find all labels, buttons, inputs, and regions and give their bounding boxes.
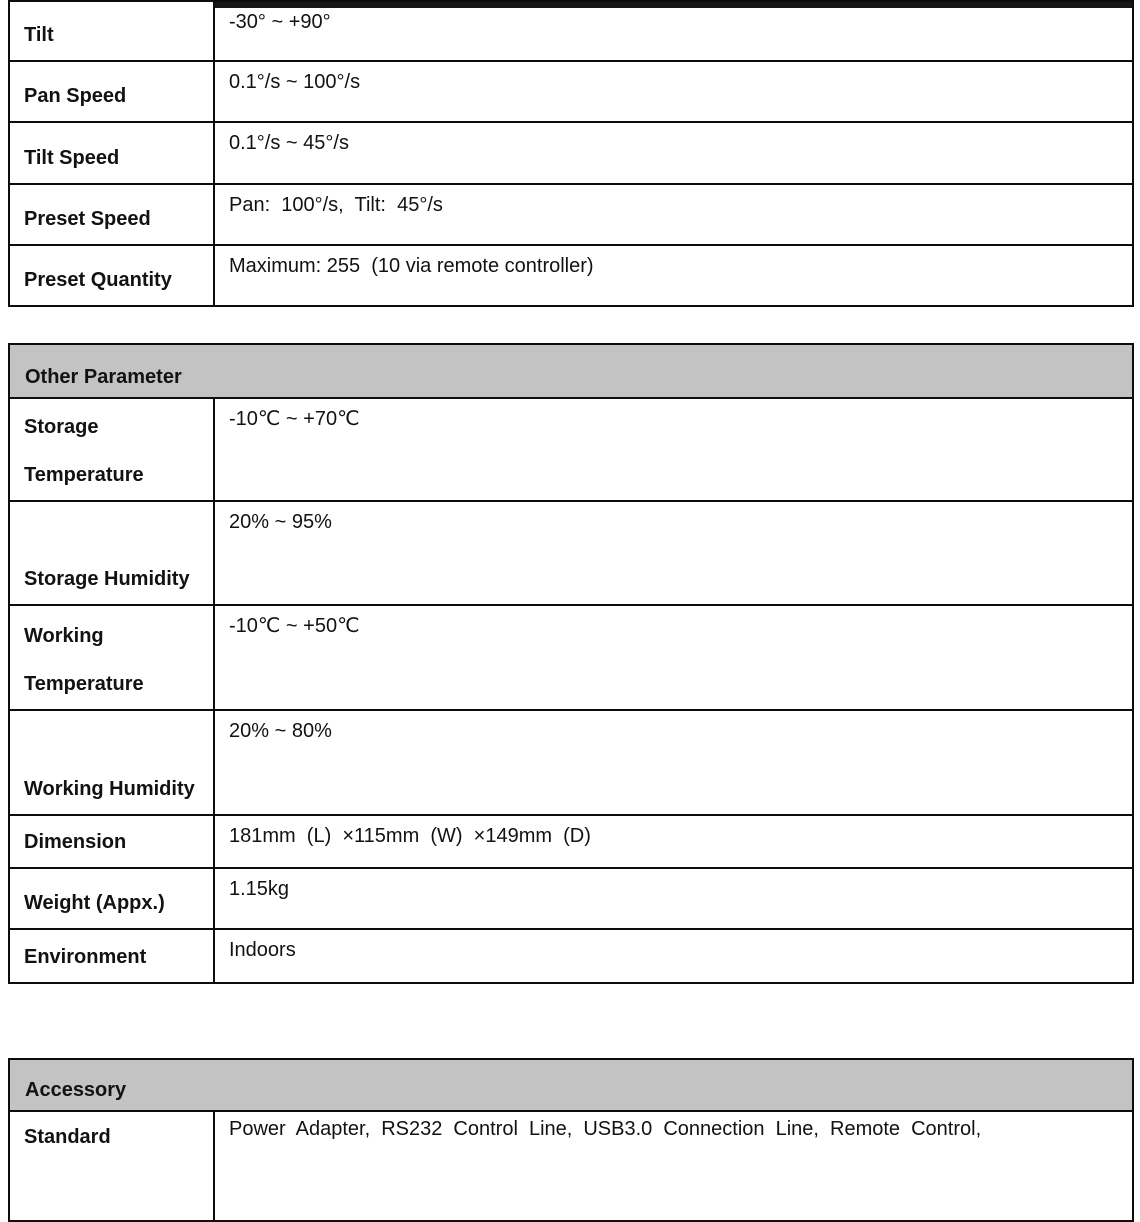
spec-value [215, 502, 1132, 604]
table-row [10, 1110, 1132, 1220]
spec-value [215, 246, 1132, 305]
spec-label [10, 399, 215, 500]
spec-value-text: Power Adapter, RS232 Control Line, USB3.0 Connection Line, Remote Control, [229, 1118, 982, 1140]
spec-label-text: Storage Temperature [24, 416, 144, 486]
spec-value-text: Maximum: 255 (10 via remote controller) [229, 255, 594, 277]
table-section-header [10, 1060, 1132, 1110]
table-row [10, 2, 1132, 60]
spec-value-text: 0.1°/s ~ 100°/s [229, 71, 361, 93]
spec-value [215, 123, 1132, 183]
table-row [10, 604, 1132, 709]
pan-tilt-spec-table [8, 0, 1134, 307]
spec-value [215, 930, 1132, 982]
other-parameter-table [8, 343, 1134, 984]
table-row [10, 500, 1132, 604]
spec-label [10, 869, 215, 928]
spec-value-text: -10℃ ~ +50℃ [229, 615, 360, 637]
table-row [10, 60, 1132, 121]
table-row [10, 928, 1132, 982]
spec-label-text: Tilt [24, 24, 54, 46]
spec-value-text: Indoors [229, 939, 296, 961]
spec-value-text: 0.1°/s ~ 45°/s [229, 132, 349, 154]
table-row [10, 709, 1132, 814]
accessory-table [8, 1058, 1134, 1222]
spec-label [10, 2, 215, 60]
spec-label [10, 1112, 215, 1220]
spec-label [10, 711, 215, 814]
spec-label [10, 246, 215, 305]
table-row [10, 867, 1132, 928]
spec-label-text: Pan Speed [24, 85, 127, 107]
table-row [10, 183, 1132, 244]
section-header-text: Accessory [25, 1079, 127, 1101]
spec-label-text: Dimension [24, 831, 127, 853]
table-section-header [10, 345, 1132, 397]
spec-value-text: Pan: 100°/s, Tilt: 45°/s [229, 194, 443, 216]
spec-value [215, 816, 1132, 867]
spec-value [215, 869, 1132, 928]
table-row [10, 814, 1132, 867]
spec-label-text: Standard [24, 1126, 111, 1148]
spec-label-text: Environment [24, 946, 147, 968]
spec-value-text: 20% ~ 95% [229, 511, 332, 533]
spec-value-text: 20% ~ 80% [229, 720, 332, 742]
spec-label [10, 930, 215, 982]
spec-value-text: -30° ~ +90° [229, 11, 331, 33]
spec-value-text: -10℃ ~ +70℃ [229, 408, 360, 430]
spec-value-text: 1.15kg [229, 878, 290, 900]
spec-value [215, 1112, 1132, 1220]
spec-value [215, 606, 1132, 709]
spec-value-text: 181mm (L) ×115mm (W) ×149mm (D) [229, 825, 591, 847]
spec-label [10, 62, 215, 121]
table-row [10, 121, 1132, 183]
spec-label [10, 185, 215, 244]
spec-label-text: Working Humidity [24, 778, 195, 800]
spec-label-text: Storage Humidity [24, 568, 190, 590]
clipped-previous-row-strip [215, 2, 1132, 8]
spec-label [10, 123, 215, 183]
spec-label-text: Preset Quantity [24, 269, 172, 291]
spec-value [215, 711, 1132, 814]
table-row [10, 244, 1132, 305]
spec-value [215, 2, 1132, 60]
spec-label [10, 816, 215, 867]
spec-label-text: Preset Speed [24, 208, 151, 230]
section-header-text: Other Parameter [25, 366, 182, 388]
spec-value [215, 62, 1132, 121]
spec-label [10, 502, 215, 604]
spec-label-text: Working Temperature [24, 625, 144, 695]
table-row [10, 397, 1132, 500]
spec-label-text: Tilt Speed [24, 147, 120, 169]
spec-label-text: Weight (Appx.) [24, 892, 165, 914]
spec-label [10, 606, 215, 709]
spec-value [215, 185, 1132, 244]
spec-value [215, 399, 1132, 500]
